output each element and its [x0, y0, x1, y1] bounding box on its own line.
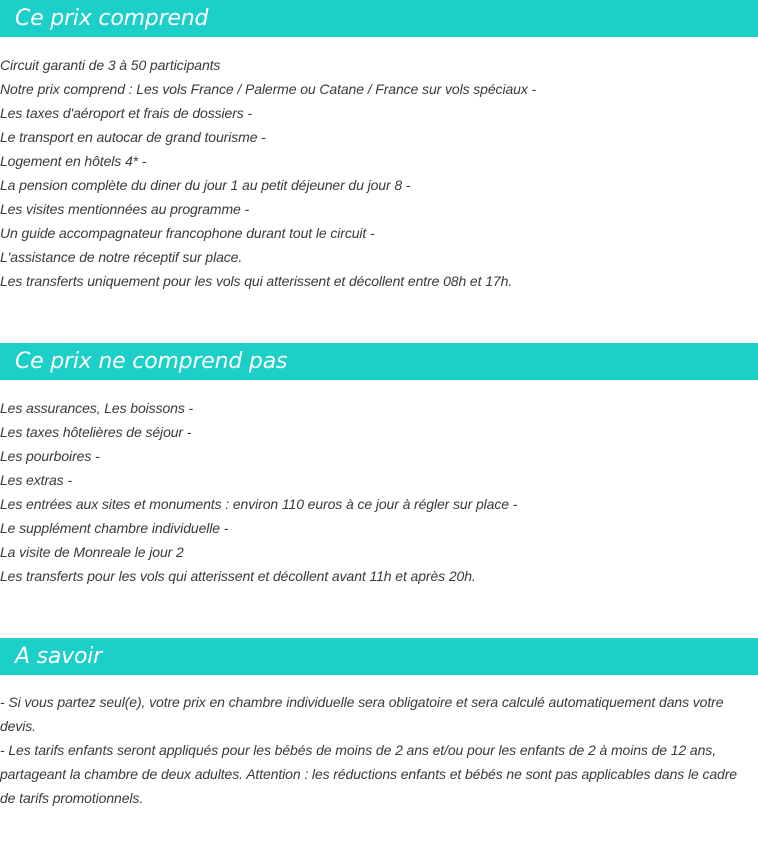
list-item: Les entrées aux sites et monuments : environ 110 euros à ce jour à régler sur place - [0, 496, 518, 512]
list-item: L'assistance de notre réceptif sur place. [0, 249, 243, 265]
list-item: La pension complète du diner du jour 1 au petit déjeuner du jour 8 - [0, 177, 411, 193]
good-to-know-text [0, 690, 752, 810]
section-header-not-included: Ce prix ne comprend pas [0, 343, 758, 380]
list-item: Le transport en autocar de grand tourisme - [0, 129, 266, 145]
list-item: Les taxes hôtelières de séjour - [0, 424, 192, 440]
list-item: Circuit garanti de 3 à 50 participants [0, 57, 221, 73]
list-item: Les transferts pour les vols qui atterissent et décollent avant 11h et après 20h. [0, 568, 476, 584]
section-header-included: Ce prix comprend [0, 0, 758, 37]
list-item: Logement en hôtels 4* - [0, 153, 147, 169]
list-item: Les pourboires - [0, 448, 100, 464]
list-item: Les assurances, Les boissons - [0, 400, 194, 416]
not-included-list [0, 396, 758, 588]
paragraph-children-rates: - Les tarifs enfants seront appliqués pour les bébés de moins de 2 ans et/ou pour les enfants de 2 à moins de 12 ans, partageant la chambre de deux adultes. Attention : les réductions enfants et bébés ne sont pas applicables dans le cadre de tarifs promotionnels. [0, 742, 737, 806]
section-header-good-to-know: A savoir [0, 638, 758, 675]
included-list [0, 53, 758, 293]
list-item: Les taxes d'aéroport et frais de dossiers - [0, 105, 253, 121]
paragraph-single-room: - Si vous partez seul(e), votre prix en chambre individuelle sera obligatoire et sera calculé automatiquement dans votre devis. [0, 694, 724, 734]
list-item: Les extras - [0, 472, 72, 488]
list-item: La visite de Monreale le jour 2 [0, 544, 184, 560]
list-item: Les transferts uniquement pour les vols qui atterissent et décollent entre 08h et 17h. [0, 273, 513, 289]
list-item: Les visites mentionnées au programme - [0, 201, 250, 217]
list-item: Un guide accompagnateur francophone durant tout le circuit - [0, 225, 375, 241]
list-item: Notre prix comprend : Les vols France / Palerme ou Catane / France sur vols spéciaux - [0, 81, 537, 97]
list-item: Le supplément chambre individuelle - [0, 520, 229, 536]
